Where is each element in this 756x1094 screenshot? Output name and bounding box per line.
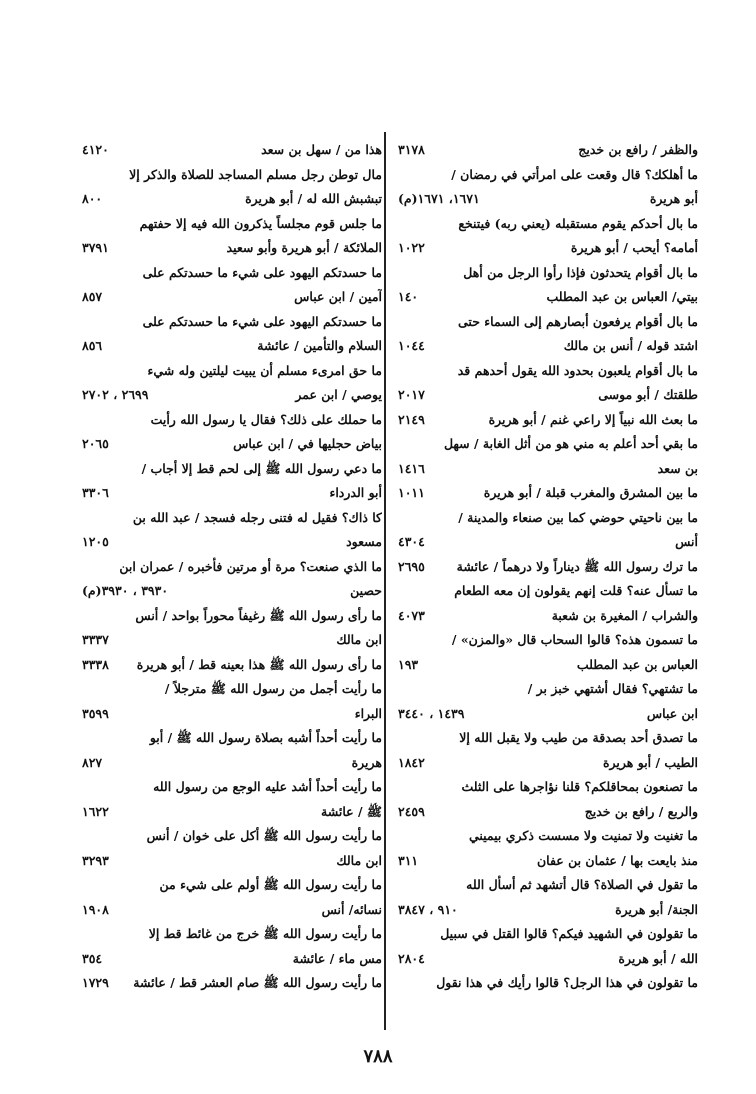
index-entry-text: ما رأيت رسول الله ﷺ أولم على شيء من	[159, 877, 382, 892]
hadith-number: ١٩٣	[398, 656, 419, 672]
index-line	[398, 310, 698, 335]
index-line	[82, 457, 382, 482]
left-column	[82, 138, 382, 996]
index-line	[398, 604, 698, 629]
hadith-number: ١٠٤٤	[398, 338, 425, 353]
index-entry-text: ما بال أحدكم يقوم مستقبله (يعني ربه) فيتنخع	[458, 215, 698, 231]
index-line	[398, 530, 698, 555]
index-entry-text: حصين	[350, 583, 382, 598]
index-line	[398, 481, 698, 506]
page-number: ٧٨٨	[363, 1046, 393, 1067]
index-line	[82, 163, 382, 188]
index-entry-text: السلام والتأمين / عائشة	[257, 338, 382, 353]
index-entry-text: البراء	[354, 705, 382, 721]
index-line	[398, 163, 698, 188]
index-entry-text: ما الذي صنعت؟ مرة أو مرتين فأخبره / عمران ابن	[119, 558, 382, 574]
index-line	[82, 579, 382, 604]
index-entry-text: العباس بن عبد المطلب	[576, 656, 698, 672]
index-entry-text: ما رأيت أحداً أشد عليه الوجع من رسول الله	[153, 779, 382, 794]
index-entry-text: ما جلس قوم مجلساً يذكرون الله فيه إلا حفتهم	[139, 215, 382, 231]
index-line	[398, 359, 698, 384]
index-line	[398, 408, 698, 433]
index-line	[398, 898, 698, 923]
hadith-number: ٣٥٤	[82, 950, 103, 966]
index-line	[398, 628, 698, 653]
index-entry-text: بياض حجليها في / ابن عباس	[233, 436, 382, 451]
hadith-number: ٣٣٠٦	[82, 485, 109, 500]
index-line	[82, 849, 382, 874]
index-entry-text: ما رأيت رسول الله ﷺ أكل على خوان / أنس	[146, 828, 382, 843]
index-entry-text: الملائكة / أبو هريرة وأبو سعيد	[226, 240, 382, 255]
index-line	[398, 800, 698, 825]
index-line	[398, 653, 698, 678]
index-entry-text: كا ذاك؟ فقيل له فتنى رجله فسجد / عبد الله بن	[132, 509, 382, 525]
index-line	[398, 555, 698, 580]
hadith-number: ١٦٢٢	[82, 803, 109, 819]
index-entry-text: طلقتك / أبو موسى	[598, 387, 698, 402]
index-entry-text: بيتي/ العباس بن عبد المطلب	[546, 289, 698, 304]
index-entry-text: ما رأيت رسول الله ﷺ خرج من غائط قط إلا	[148, 926, 382, 941]
index-line	[82, 310, 382, 335]
hadith-number: ١٨٤٢	[398, 754, 425, 770]
index-line	[82, 947, 382, 972]
index-line	[398, 334, 698, 359]
index-line	[398, 383, 698, 408]
index-entry-text: ﷺ / عائشة	[321, 803, 382, 819]
index-entry-text: ما رأى رسول الله ﷺ هذا بعينه قط / أبو هريرة	[136, 656, 382, 672]
index-entry-text: آمين / ابن عباس	[294, 289, 382, 304]
hadith-number: ١٤٣٩ ، ٣٤٤٠	[398, 705, 465, 721]
index-entry-text: ما تقولون في هذا الرجل؟ قالوا رأيك في هذا نقول	[436, 975, 698, 990]
index-entry-text: أبو هريرة	[649, 191, 698, 206]
index-entry-text: أمامه؟ أيحب / أبو هريرة	[570, 240, 698, 255]
index-line	[82, 261, 382, 286]
index-entry-text: ما رأيت رسول الله ﷺ صام العشر قط / عائشة	[133, 975, 382, 990]
hadith-number: ٣٧٩١	[82, 240, 109, 255]
hadith-number: ٢٠٦٥	[82, 436, 109, 451]
hadith-number: ٤٠٧٣	[398, 607, 425, 623]
index-line	[82, 922, 382, 947]
hadith-number: ٣١١	[398, 852, 419, 868]
index-entry-text: بن سعد	[657, 460, 698, 476]
index-entry-text: والربع / رافع بن خديج	[584, 803, 698, 819]
hadith-number: ٣٣٣٨	[82, 656, 109, 672]
index-line	[82, 726, 382, 751]
hadith-number: ٣٢٩٣	[82, 852, 109, 868]
index-line	[398, 138, 698, 163]
index-entry-text: ما حسدتكم اليهود على شيء ما حسدتكم على	[142, 264, 382, 280]
index-entry-text: ما بقي أحد أعلم به مني هو من أثل الغابة / سهل	[443, 436, 698, 451]
hadith-number: ١٤٠	[398, 289, 419, 304]
index-entry-text: ما تغنيت ولا تمنيت ولا مسست ذكري بيميني	[468, 828, 698, 843]
index-entry-text: ابن عباس	[646, 705, 698, 721]
index-entry-text: ما أهلكك؟ قال وقعت على امرأتي في رمضان /	[451, 166, 698, 182]
index-entry-text: ما بال أقوام يرفعون أبصارهم إلى السماء حتى	[458, 313, 698, 329]
index-line	[398, 457, 698, 482]
index-entry-text: والظفر / رافع بن خديج	[578, 142, 698, 157]
index-line	[82, 212, 382, 237]
index-entry-text: ما بين المشرق والمغرب قبلة / أبو هريرة	[483, 485, 698, 500]
index-line	[82, 285, 382, 310]
index-entry-text: منذ بايعت بها / عثمان بن عفان	[536, 852, 698, 868]
index-entry-text: ما تشتهي؟ فقال أشتهي خبز بر /	[527, 681, 698, 696]
index-entry-text: ما رأى رسول الله ﷺ رغيفاً محوراً بواحد / أنس	[135, 607, 382, 623]
right-column	[398, 138, 698, 996]
index-line	[82, 383, 382, 408]
index-entry-text: أنس	[675, 534, 698, 549]
index-entry-text: الجنة/ أبو هريرة	[615, 901, 698, 917]
hadith-number: ٢٦٩٥	[398, 558, 425, 574]
index-entry-text: ما تصنعون بمحاقلكم؟ قلنا نؤاجرها على الثلث	[461, 779, 698, 794]
index-line	[398, 677, 698, 702]
index-line	[398, 775, 698, 800]
hadith-number: ٨٢٧	[82, 754, 103, 770]
hadith-number: ١٦٧١، ١٦٧١(م)	[398, 191, 480, 206]
index-entry-text: ما حق امرىء مسلم أن يبيت ليلتين وله شيء	[147, 362, 382, 378]
index-line	[398, 579, 698, 604]
index-entry-text: مسعود	[346, 534, 382, 549]
index-line	[82, 187, 382, 212]
hadith-number: ١٠١١	[398, 485, 425, 500]
hadith-number: ٣٣٣٧	[82, 632, 109, 647]
index-entry-text: ما دعي رسول الله ﷺ إلى لحم قط إلا أجاب /	[141, 460, 382, 476]
hadith-number: ٨٥٦	[82, 338, 103, 353]
hadith-number: ٣٥٩٩	[82, 705, 109, 721]
hadith-number: ٢٤٥٩	[398, 803, 425, 819]
hadith-number: ٣٩٣٠ ، ٣٩٣٠(م)	[82, 583, 169, 598]
index-line	[82, 873, 382, 898]
index-line	[82, 506, 382, 531]
index-line	[398, 824, 698, 849]
index-line	[398, 285, 698, 310]
index-entry-text: ما رأيت أجمل من رسول الله ﷺ مترجلاً /	[164, 681, 382, 696]
index-entry-text: ما بال أقوام يلعبون بحدود الله يقول أحدهم قد	[457, 362, 698, 378]
index-line	[398, 873, 698, 898]
hadith-number: ١٩٠٨	[82, 901, 109, 917]
index-entry-text: ابن مالك	[336, 852, 382, 868]
hadith-number: ١٠٢٢	[398, 240, 425, 255]
hadith-number: ٢٨٠٤	[398, 950, 425, 966]
index-entry-text: ما حملك على ذلك؟ فقال يا رسول الله رأيت	[150, 411, 382, 427]
index-entry-text: هريرة	[351, 754, 382, 770]
index-line	[398, 971, 698, 996]
hadith-number: ٩١٠ ، ٣٨٤٧	[398, 901, 458, 917]
index-entry-text: ما رأيت أحداً أشبه بصلاة رسول الله ﷺ / أبو	[149, 730, 382, 745]
hadith-number: ٨٥٧	[82, 289, 103, 304]
index-line	[398, 922, 698, 947]
index-entry-text: تبشبش الله له / أبو هريرة	[245, 191, 382, 206]
hadith-number: ٢١٤٩	[398, 411, 425, 427]
index-entry-text: ما تصدق أحد بصدقة من طيب ولا يقبل الله إلا	[459, 730, 698, 745]
index-line	[82, 971, 382, 996]
index-entry-text: مال توطن رجل مسلم المساجد للصلاة والذكر إلا	[129, 166, 382, 182]
index-line	[398, 947, 698, 972]
index-entry-text: أبو الدرداء	[329, 485, 382, 500]
index-line	[82, 334, 382, 359]
index-line	[82, 898, 382, 923]
hadith-number: ٣١٧٨	[398, 142, 425, 157]
index-line	[82, 236, 382, 261]
hadith-number: ٨٠٠	[82, 191, 103, 206]
index-entry-text: والشراب / المغيرة بن شعبة	[551, 607, 698, 623]
index-line	[398, 702, 698, 727]
index-line	[82, 530, 382, 555]
index-entry-text: ما تسأل عنه؟ قلت إنهم يقولون إن معه الطعام	[454, 583, 698, 598]
index-line	[398, 849, 698, 874]
index-entry-text: ما تسمون هذه؟ قالوا السحاب قال «والمزن» /	[451, 632, 698, 647]
index-entry-text: الطيب / أبو هريرة	[602, 754, 698, 770]
index-line	[82, 432, 382, 457]
hadith-number: ١٤١٦	[398, 460, 425, 476]
index-line	[82, 359, 382, 384]
index-line	[398, 751, 698, 776]
index-line	[398, 187, 698, 212]
index-line	[82, 408, 382, 433]
index-entry-text: ما تقول في الصلاة؟ قال أتشهد ثم أسأل الله	[466, 877, 698, 892]
index-entry-text: هذا من / سهل بن سعد	[261, 142, 382, 157]
index-line	[82, 481, 382, 506]
index-line	[82, 555, 382, 580]
index-entry-text: ما بعث الله نبياً إلا راعي غنم / أبو هريرة	[488, 411, 698, 427]
column-divider	[384, 132, 386, 1030]
index-entry-text: ما تقولون في الشهيد فيكم؟ قالوا القتل في سبيل	[440, 926, 698, 941]
hadith-number: ٤٣٠٤	[398, 534, 425, 549]
index-line	[82, 824, 382, 849]
index-line	[398, 236, 698, 261]
index-entry-text: يوصي / ابن عمر	[295, 387, 382, 402]
index-entry-text: ما بال أقوام يتحدثون فإذا رأوا الرجل من أهل	[463, 264, 698, 280]
hadith-number: ١٧٢٩	[82, 975, 109, 990]
index-entry-text: ما حسدتكم اليهود على شيء ما حسدتكم على	[142, 313, 382, 329]
index-line	[82, 138, 382, 163]
index-line	[82, 653, 382, 678]
hadith-number: ٢٠١٧	[398, 387, 425, 402]
index-line	[398, 506, 698, 531]
index-line	[398, 432, 698, 457]
index-line	[82, 628, 382, 653]
index-entry-text: اشتد قوله / أنس بن مالك	[563, 338, 698, 353]
hadith-number: ٢٦٩٩ ، ٢٧٠٢	[82, 387, 149, 402]
index-line	[82, 604, 382, 629]
hadith-number: ١٢٠٥	[82, 534, 109, 549]
index-line	[398, 261, 698, 286]
hadith-number: ٤١٢٠	[82, 142, 109, 157]
index-entry-text: ما بين ناحيتي حوضي كما بين صنعاء والمدينة /	[458, 509, 698, 525]
index-line	[82, 775, 382, 800]
index-entry-text: ابن مالك	[336, 632, 382, 647]
index-line	[82, 702, 382, 727]
index-line	[82, 800, 382, 825]
index-entry-text: مس ماء / عائشة	[292, 950, 382, 966]
index-entry-text: ما ترك رسول الله ﷺ ديناراً ولا درهماً / عائشة	[456, 558, 698, 574]
index-entry-text: الله / أبو هريرة	[618, 950, 698, 966]
index-line	[398, 212, 698, 237]
index-line	[398, 726, 698, 751]
index-line	[82, 677, 382, 702]
index-line	[82, 751, 382, 776]
index-entry-text: نسائه/ أنس	[321, 901, 382, 917]
